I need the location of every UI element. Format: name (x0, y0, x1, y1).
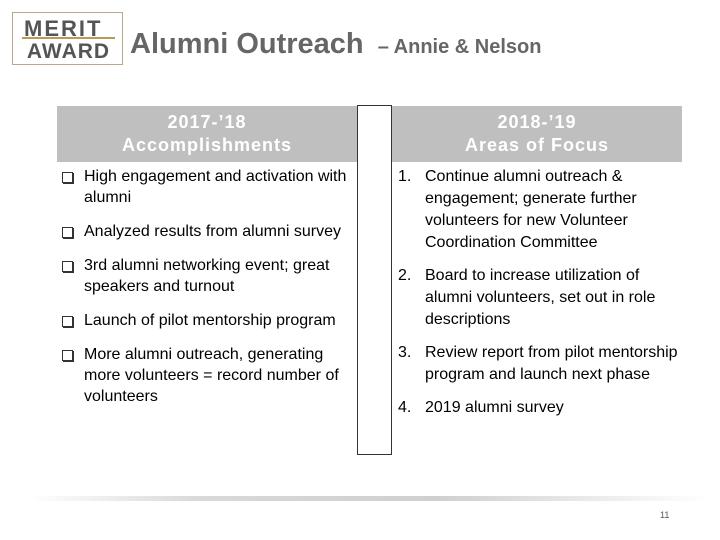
list-item: Launch of pilot mentorship program (62, 310, 362, 331)
logo-line-merit: MERIT (24, 16, 103, 41)
checkbox-bullet-icon (62, 261, 73, 272)
checkbox-bullet-icon (62, 172, 73, 183)
list-item: 1. Continue alumni outreach & engagement; generate further volunteers for new Volunteer Coordination Committee (398, 168, 637, 251)
focus-header (392, 106, 682, 162)
list-item: 3. Review report from pilot mentorship program and launch next phase (398, 344, 678, 383)
checkbox-bullet-icon (62, 316, 73, 327)
page-title (130, 28, 541, 61)
list-item: 4. 2019 alumni survey (398, 397, 688, 419)
item-number: 4. (398, 399, 412, 416)
accomplishments-list (62, 166, 362, 420)
checkbox-bullet-icon (62, 350, 73, 361)
list-item: More alumni outreach, generating more volunteers = record number of volunteers (62, 344, 362, 407)
title-subtitle: – Annie & Nelson (377, 36, 542, 58)
checkbox-bullet-icon (62, 227, 73, 238)
list-item: 2. Board to increase utilization of alumni volunteers, set out in role descriptions (398, 267, 656, 328)
page-number: 11 (660, 510, 670, 520)
focus-header-label: Areas of Focus (464, 135, 610, 155)
list-item: Analyzed results from alumni survey (62, 221, 362, 242)
accomplishments-header-year: 2017-’18 (167, 112, 247, 132)
item-number: 2. (398, 267, 412, 284)
center-divider (357, 105, 392, 455)
item-number: 1. (398, 168, 412, 185)
accomplishments-header-label: Accomplishments (121, 135, 293, 155)
focus-list (398, 166, 688, 430)
accomplishments-header (57, 106, 357, 162)
title-text: Alumni Outreach (130, 28, 364, 60)
item-number: 3. (398, 344, 412, 361)
focus-header-year: 2018-’19 (497, 112, 577, 132)
merit-award-logo (12, 12, 123, 65)
list-item: High engagement and activation with alumni (62, 166, 362, 208)
logo-line-award: AWARD (22, 37, 115, 65)
list-item: 3rd alumni networking event; great speakers and turnout (62, 255, 362, 297)
footer-divider (28, 496, 708, 501)
